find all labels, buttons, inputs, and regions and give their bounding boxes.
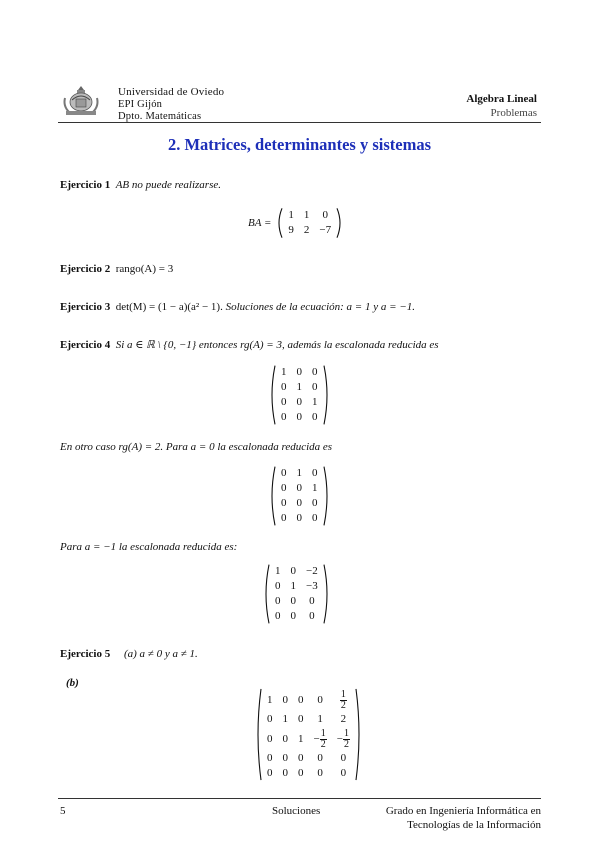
matrix-cell: 0 <box>312 497 318 509</box>
matrix-cell: 0 <box>312 381 318 393</box>
matrix-cell: 0 <box>267 767 273 779</box>
ex4-matrix-1 <box>268 365 331 425</box>
matrix-row <box>270 564 323 579</box>
matrix-cell: 0 <box>298 752 304 764</box>
matrix-row <box>262 766 355 781</box>
matrix-cell: 0 <box>309 610 315 622</box>
matrix-cell: 0 <box>312 366 318 378</box>
ex1-equation <box>248 208 344 238</box>
matrix-cell: 0 <box>282 767 288 779</box>
footer-right <box>386 804 541 832</box>
right-paren <box>336 208 344 238</box>
matrix-row <box>270 594 323 609</box>
matrix-row <box>276 380 323 395</box>
ex5-label: Ejercicio 5 <box>60 648 111 660</box>
university-seal-logo <box>60 84 102 118</box>
page-number: 5 <box>60 805 66 817</box>
header-institution <box>118 86 224 124</box>
matrix-cell: 1 <box>303 209 310 221</box>
matrix-cell: 1 <box>312 482 318 494</box>
ex4-matrix-3-wrap <box>262 564 331 629</box>
ex1-line <box>60 178 221 192</box>
school-name: EPI Gijón <box>118 98 163 110</box>
matrix-cell: 0 <box>312 467 318 479</box>
matrix-cell: 0 <box>282 752 288 764</box>
matrix-cell: −7 <box>319 224 332 236</box>
matrix-row <box>276 496 323 511</box>
ex5-part-b: (b) <box>66 677 79 689</box>
matrix-row <box>276 365 323 380</box>
matrix-cell: 0 <box>290 595 296 607</box>
matrix-cell: − $\frac{1}{2}$ <box>313 727 326 750</box>
ex1-label: Ejercicio 1 <box>60 179 111 191</box>
matrix-row <box>276 395 323 410</box>
matrix-row <box>270 579 323 594</box>
matrix-cell: 0 <box>290 565 296 577</box>
ex5-part-a: (a) a ≠ 0 y a ≠ 1. <box>123 648 198 660</box>
matrix-cell: 0 <box>282 732 288 745</box>
matrix-cell: 0 <box>275 595 281 607</box>
matrix-cell: 0 <box>281 497 287 509</box>
matrix-cell: 1 <box>281 366 287 378</box>
left-paren <box>254 688 262 781</box>
footer-rule <box>58 798 541 799</box>
course-name: Algebra Lineal <box>466 93 537 105</box>
matrix-row <box>270 609 323 624</box>
matrix-cell: −2 <box>306 565 318 577</box>
matrix-row <box>262 727 355 751</box>
matrix-row <box>262 751 355 766</box>
matrix-row <box>262 688 355 712</box>
matrix-cell: 0 <box>322 209 329 221</box>
matrix-cell: 1 <box>267 693 273 706</box>
footer-degree-1: Grado en Ingeniería Informática en <box>385 805 541 817</box>
matrix-cell: 0 <box>317 752 323 764</box>
footer-degree-2: Tecnologías de la Información <box>407 819 541 831</box>
matrix-cell: 0 <box>281 381 287 393</box>
matrix-cell: 9 <box>288 224 294 236</box>
matrix-cell: 0 <box>275 610 281 622</box>
matrix-row <box>262 712 355 727</box>
left-paren <box>262 564 270 624</box>
ex1-text: AB no puede realizarse. <box>115 179 221 191</box>
ex4-text: Si a ∈ ℝ \ {0, −1} entonces rg(A) = 3, además la escalonada reducida es <box>115 339 439 351</box>
matrix-cell: 1 <box>317 713 323 725</box>
matrix-cell: 0 <box>281 396 287 408</box>
matrix-cell: 0 <box>296 366 302 378</box>
matrix-cell: 0 <box>267 752 273 764</box>
matrix-cell: 0 <box>282 693 288 706</box>
university-name: Universidad de Oviedo <box>118 86 225 98</box>
ex4-text-3: Para a = −1 la escalonada reducida es: <box>60 541 238 553</box>
ex2-text: rango(A) = 3 <box>115 263 174 275</box>
matrix-cell: 2 <box>340 713 347 725</box>
matrix-cell: 0 <box>290 610 296 622</box>
matrix-row <box>276 511 323 526</box>
matrix-row <box>283 208 336 223</box>
matrix-cell: 1 <box>288 209 294 221</box>
matrix-cell: $\frac{1}{2}$ <box>340 688 346 711</box>
matrix-cell: 0 <box>340 752 347 764</box>
matrix-cell: −3 <box>306 580 318 592</box>
matrix-cell: − $\frac{1}{2}$ <box>336 727 349 750</box>
matrix-cell: 1 <box>296 467 302 479</box>
matrix-cell: 0 <box>298 767 304 779</box>
section-name: Problemas <box>490 107 537 119</box>
matrix-cell: 0 <box>309 595 315 607</box>
ex3-text: Soluciones de la ecuación: a = 1 y a = −1. <box>225 301 415 313</box>
ex3-formula: det(M) = (1 − a)(a² − 1). <box>115 301 223 313</box>
ex4-text-2: En otro caso rg(A) = 2. Para a = 0 la escalonada reducida es <box>60 441 333 453</box>
left-paren <box>268 466 276 526</box>
ex3-label: Ejercicio 3 <box>60 301 111 313</box>
matrix-cell: 0 <box>298 693 304 706</box>
matrix-cell: 0 <box>296 396 302 408</box>
right-paren <box>323 564 331 624</box>
ex5-matrix-wrap <box>254 688 363 786</box>
header-course <box>466 92 537 120</box>
matrix-cell: 0 <box>267 732 273 745</box>
ex4-label: Ejercicio 4 <box>60 339 111 351</box>
matrix-cell: 2 <box>303 224 310 236</box>
ex4-matrix-3 <box>262 564 331 624</box>
left-paren <box>268 365 276 425</box>
right-paren <box>355 688 363 781</box>
ex4-line <box>60 338 439 352</box>
matrix-cell: 0 <box>340 767 347 779</box>
right-paren <box>323 365 331 425</box>
matrix-cell: 0 <box>281 467 287 479</box>
matrix-cell: 1 <box>290 580 296 592</box>
left-paren <box>275 208 283 238</box>
matrix-cell: 0 <box>281 411 287 423</box>
matrix-cell: 0 <box>296 482 302 494</box>
ex2-label: Ejercicio 2 <box>60 263 111 275</box>
matrix-cell: 0 <box>281 482 287 494</box>
matrix-cell: 0 <box>312 512 318 524</box>
matrix-cell: 1 <box>296 381 302 393</box>
matrix-cell: 0 <box>296 411 302 423</box>
ex5-matrix <box>254 688 363 781</box>
header-rule <box>58 122 541 123</box>
ex4-matrix-2 <box>268 466 331 526</box>
ex5-line <box>60 647 198 661</box>
matrix-cell: 1 <box>282 713 288 725</box>
department-name: Dpto. Matemáticas <box>118 111 202 122</box>
matrix-cell: 0 <box>267 713 273 725</box>
matrix-cell: 0 <box>317 767 323 779</box>
matrix-cell: 1 <box>312 396 318 408</box>
matrix-row <box>276 410 323 425</box>
matrix-cell: 0 <box>275 580 281 592</box>
ex4-matrix-1-wrap <box>268 365 331 430</box>
matrix-cell: 0 <box>281 512 287 524</box>
ex3-line <box>60 300 415 314</box>
matrix-cell: 0 <box>312 411 318 423</box>
right-paren <box>323 466 331 526</box>
matrix-row <box>283 223 336 238</box>
matrix-cell: 1 <box>275 565 281 577</box>
matrix-cell: 0 <box>296 497 302 509</box>
page-title: 2. Matrices, determinantes y sistemas <box>167 135 432 154</box>
ex1-matrix <box>275 208 344 238</box>
matrix-cell: 0 <box>317 693 323 706</box>
matrix-row <box>276 481 323 496</box>
footer-center: Soluciones <box>272 805 321 817</box>
matrix-cell: 0 <box>296 512 302 524</box>
ex4-matrix-2-wrap <box>268 466 331 531</box>
ex1-lhs: BA = <box>248 217 272 229</box>
matrix-row <box>276 466 323 481</box>
matrix-cell: 1 <box>298 732 304 745</box>
matrix-cell: 0 <box>298 713 304 725</box>
ex2-line <box>60 262 173 276</box>
